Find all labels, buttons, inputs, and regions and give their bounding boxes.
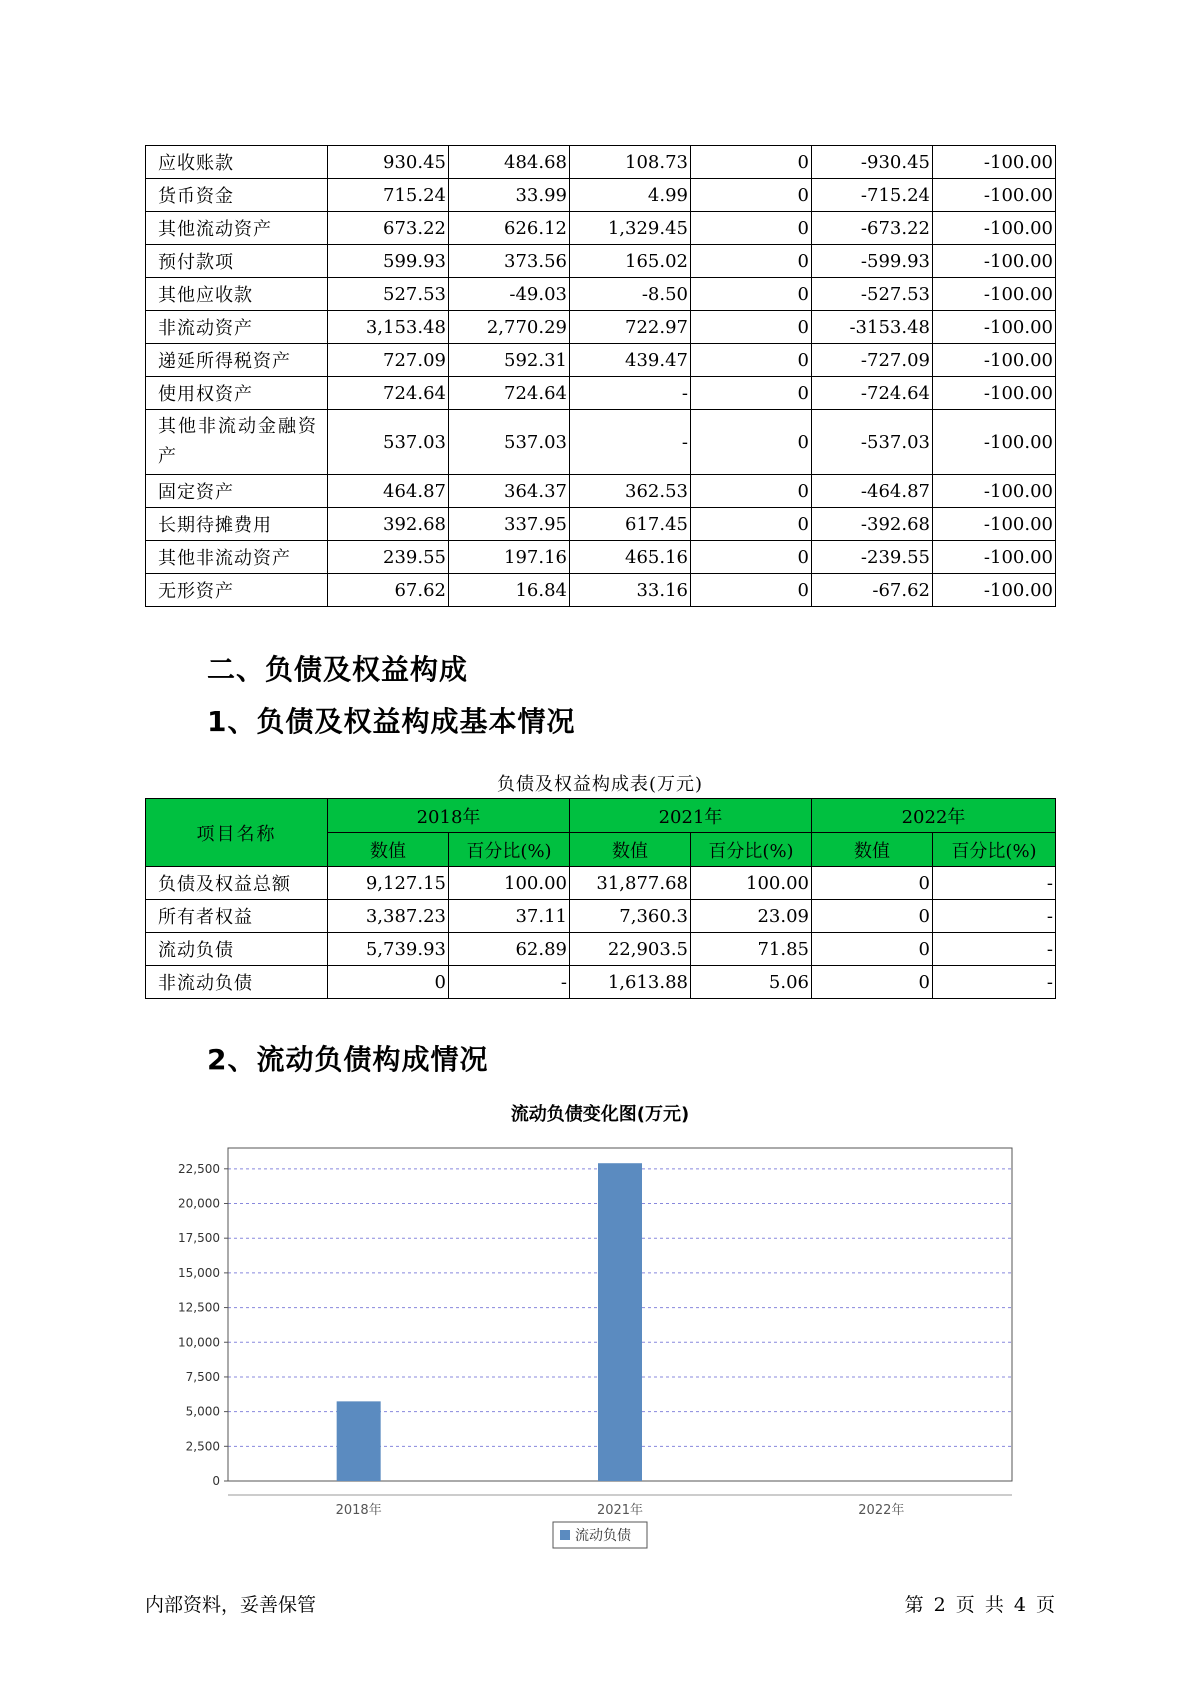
- header-percent: 百分比(%): [691, 833, 812, 867]
- chart-title: 流动负债变化图(万元): [510, 1104, 690, 1125]
- table-cell: 464.87: [328, 475, 449, 508]
- table-row: [146, 900, 1056, 933]
- table-cell: -930.45: [812, 146, 933, 179]
- row-label: 流动负债: [146, 933, 328, 966]
- header-percent: 百分比(%): [933, 833, 1056, 867]
- table-cell: 3,387.23: [328, 900, 449, 933]
- table-cell: -100.00: [933, 245, 1056, 278]
- x-tick-label: 2022年: [858, 1503, 905, 1518]
- table-cell: 37.11: [449, 900, 570, 933]
- row-label: 固定资产: [146, 475, 328, 508]
- bar-chart: [0, 1090, 1191, 1550]
- table-cell: 592.31: [449, 344, 570, 377]
- section-heading-liabilities: 二、负债及权益构成: [207, 653, 469, 686]
- table-cell: -: [570, 410, 691, 475]
- table-cell: 1,613.88: [570, 966, 691, 999]
- row-label: 货币资金: [146, 179, 328, 212]
- table-cell: -100.00: [933, 179, 1056, 212]
- table-cell: 0: [691, 278, 812, 311]
- table-cell: -100.00: [933, 475, 1056, 508]
- table-cell: 2,770.29: [449, 311, 570, 344]
- table-cell: -464.87: [812, 475, 933, 508]
- table-cell: 33.99: [449, 179, 570, 212]
- header-value: 数值: [570, 833, 691, 867]
- table-cell: 62.89: [449, 933, 570, 966]
- table-cell: 0: [691, 508, 812, 541]
- table-row: [146, 966, 1056, 999]
- table-cell: -100.00: [933, 508, 1056, 541]
- table-cell: 722.97: [570, 311, 691, 344]
- table-row: [146, 212, 1056, 245]
- table-cell: 31,877.68: [570, 867, 691, 900]
- table-cell: 165.02: [570, 245, 691, 278]
- table-caption: 负债及权益构成表(万元): [496, 774, 704, 795]
- row-label: 非流动资产: [146, 311, 328, 344]
- header-year-2022: 2022年: [812, 799, 1056, 833]
- table-cell: 0: [691, 377, 812, 410]
- table-cell: -537.03: [812, 410, 933, 475]
- header-percent: 百分比(%): [449, 833, 570, 867]
- table-cell: 537.03: [449, 410, 570, 475]
- table-cell: -727.09: [812, 344, 933, 377]
- table-cell: 100.00: [449, 867, 570, 900]
- footer-left: 内部资料，妥善保管: [145, 1594, 317, 1616]
- table-row: [146, 475, 1056, 508]
- table-cell: -392.68: [812, 508, 933, 541]
- y-axis: [178, 1162, 228, 1488]
- table-cell: 439.47: [570, 344, 691, 377]
- table-cell: 23.09: [691, 900, 812, 933]
- table-cell: 33.16: [570, 574, 691, 607]
- table-cell: -: [933, 933, 1056, 966]
- table-cell: 22,903.5: [570, 933, 691, 966]
- table-cell: -8.50: [570, 278, 691, 311]
- liabilities-table-body: [146, 867, 1056, 999]
- row-label: 所有者权益: [146, 900, 328, 933]
- table-cell: -: [933, 900, 1056, 933]
- table-cell: -67.62: [812, 574, 933, 607]
- table-cell: -100.00: [933, 212, 1056, 245]
- legend-label: 流动负债: [575, 1528, 631, 1544]
- table-row: [146, 179, 1056, 212]
- table-cell: 484.68: [449, 146, 570, 179]
- table-row: [146, 541, 1056, 574]
- table-cell: 9,127.15: [328, 867, 449, 900]
- row-label: 长期待摊费用: [146, 508, 328, 541]
- table-cell: -673.22: [812, 212, 933, 245]
- table-row: [146, 311, 1056, 344]
- table-cell: -100.00: [933, 311, 1056, 344]
- row-label: 其他应收款: [146, 278, 328, 311]
- table-cell: 7,360.3: [570, 900, 691, 933]
- table-cell: 0: [691, 179, 812, 212]
- table-cell: -100.00: [933, 344, 1056, 377]
- y-tick-label: 5,000: [185, 1404, 220, 1419]
- table-cell: 0: [691, 541, 812, 574]
- asset-table-body: [146, 146, 1056, 607]
- header-value: 数值: [812, 833, 933, 867]
- table-cell: 337.95: [449, 508, 570, 541]
- y-tick-label: 0: [212, 1474, 220, 1488]
- row-label: 递延所得税资产: [146, 344, 328, 377]
- table-cell: 392.68: [328, 508, 449, 541]
- row-label: 非流动负债: [146, 966, 328, 999]
- table-cell: 5,739.93: [328, 933, 449, 966]
- table-cell: 715.24: [328, 179, 449, 212]
- table-cell: 0: [691, 212, 812, 245]
- row-label: 使用权资产: [146, 377, 328, 410]
- table-cell: 0: [691, 410, 812, 475]
- table-cell: 724.64: [449, 377, 570, 410]
- bars: [337, 1163, 642, 1481]
- header-value: 数值: [328, 833, 449, 867]
- table-cell: 1,329.45: [570, 212, 691, 245]
- table-cell: 239.55: [328, 541, 449, 574]
- table-row: [146, 278, 1056, 311]
- row-label: 预付款项: [146, 245, 328, 278]
- table-row: [146, 867, 1056, 900]
- liabilities-table: [145, 798, 1056, 999]
- table-cell: 0: [812, 966, 933, 999]
- table-cell: -100.00: [933, 541, 1056, 574]
- y-tick-label: 20,000: [178, 1196, 220, 1211]
- table-cell: 71.85: [691, 933, 812, 966]
- table-cell: 4.99: [570, 179, 691, 212]
- table-cell: -100.00: [933, 146, 1056, 179]
- table-cell: -715.24: [812, 179, 933, 212]
- table-cell: -527.53: [812, 278, 933, 311]
- legend-swatch: [560, 1530, 570, 1540]
- y-tick-label: 22,500: [178, 1161, 220, 1176]
- table-cell: 364.37: [449, 475, 570, 508]
- table-cell: 465.16: [570, 541, 691, 574]
- table-cell: -599.93: [812, 245, 933, 278]
- table-cell: 527.53: [328, 278, 449, 311]
- table-cell: 373.56: [449, 245, 570, 278]
- header-item-name: 项目名称: [146, 799, 328, 867]
- table-cell: 0: [691, 574, 812, 607]
- header-year-2018: 2018年: [328, 799, 570, 833]
- table-cell: 0: [691, 475, 812, 508]
- table-cell: -100.00: [933, 574, 1056, 607]
- table-cell: -: [933, 867, 1056, 900]
- table-cell: 100.00: [691, 867, 812, 900]
- x-tick-label: 2018年: [335, 1503, 382, 1518]
- bar: [598, 1163, 642, 1481]
- row-label: 无形资产: [146, 574, 328, 607]
- section-heading-current-liabilities: 2、流动负债构成情况: [207, 1043, 489, 1076]
- table-cell: -724.64: [812, 377, 933, 410]
- table-cell: 108.73: [570, 146, 691, 179]
- table-cell: 727.09: [328, 344, 449, 377]
- x-axis: [336, 1502, 905, 1518]
- table-cell: 626.12: [449, 212, 570, 245]
- y-tick-label: 17,500: [178, 1231, 220, 1246]
- table-row: [146, 574, 1056, 607]
- table-cell: 362.53: [570, 475, 691, 508]
- table-cell: 0: [691, 245, 812, 278]
- y-tick-label: 12,500: [178, 1300, 220, 1315]
- table-cell: 0: [691, 344, 812, 377]
- table-row: [146, 410, 1056, 475]
- table-cell: -: [570, 377, 691, 410]
- y-tick-label: 10,000: [178, 1335, 220, 1350]
- table-row: [146, 377, 1056, 410]
- table-row: [146, 146, 1056, 179]
- table-cell: -49.03: [449, 278, 570, 311]
- row-label: 应收账款: [146, 146, 328, 179]
- table-cell: 0: [691, 311, 812, 344]
- table-cell: -: [933, 966, 1056, 999]
- asset-table: [145, 145, 1056, 607]
- table-cell: 0: [812, 933, 933, 966]
- table-cell: -: [449, 966, 570, 999]
- row-label: 负债及权益总额: [146, 867, 328, 900]
- row-label: 其他非流动金融资产: [146, 410, 328, 475]
- row-label: 其他流动资产: [146, 212, 328, 245]
- table-cell: 197.16: [449, 541, 570, 574]
- bar: [337, 1401, 381, 1481]
- table-cell: 930.45: [328, 146, 449, 179]
- table-cell: 724.64: [328, 377, 449, 410]
- table-cell: 16.84: [449, 574, 570, 607]
- table-cell: 5.06: [691, 966, 812, 999]
- table-row: [146, 245, 1056, 278]
- footer-right: 第 2 页 共 4 页: [904, 1594, 1055, 1616]
- y-tick-label: 7,500: [185, 1369, 220, 1384]
- y-tick-label: 2,500: [185, 1439, 220, 1454]
- table-cell: -239.55: [812, 541, 933, 574]
- x-tick-label: 2021年: [596, 1503, 644, 1518]
- table-cell: 67.62: [328, 574, 449, 607]
- table-row: [146, 508, 1056, 541]
- table-cell: 0: [812, 867, 933, 900]
- table-cell: 0: [328, 966, 449, 999]
- chart-legend: [553, 1522, 647, 1548]
- table-cell: -3153.48: [812, 311, 933, 344]
- table-cell: 537.03: [328, 410, 449, 475]
- table-cell: 0: [812, 900, 933, 933]
- table-cell: -100.00: [933, 410, 1056, 475]
- table-cell: 617.45: [570, 508, 691, 541]
- table-row: [146, 933, 1056, 966]
- table-cell: -100.00: [933, 278, 1056, 311]
- table-cell: 599.93: [328, 245, 449, 278]
- table-cell: 0: [691, 146, 812, 179]
- table-cell: 673.22: [328, 212, 449, 245]
- table-cell: -100.00: [933, 377, 1056, 410]
- row-label: 其他非流动资产: [146, 541, 328, 574]
- y-tick-label: 15,000: [178, 1265, 220, 1280]
- table-row: [146, 344, 1056, 377]
- header-year-2021: 2021年: [570, 799, 812, 833]
- table-cell: 3,153.48: [328, 311, 449, 344]
- section-heading-liabilities-basic: 1、负债及权益构成基本情况: [207, 705, 576, 738]
